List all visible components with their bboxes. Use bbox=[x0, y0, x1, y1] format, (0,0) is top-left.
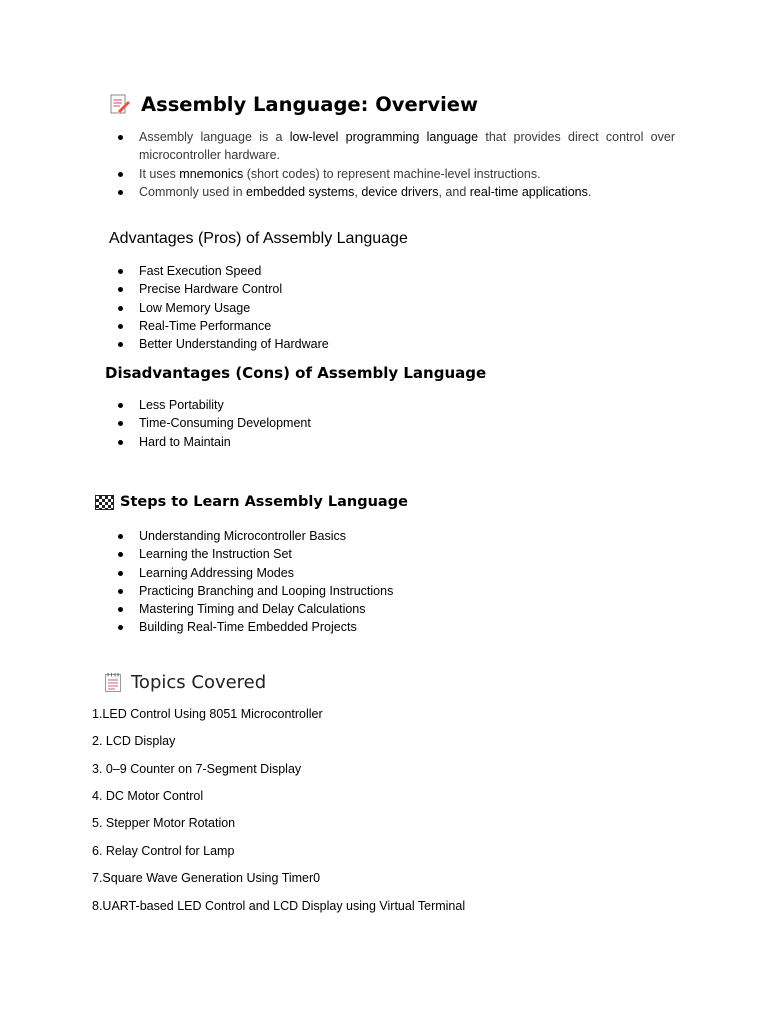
list-item: Understanding Microcontroller Basics bbox=[139, 527, 393, 545]
notepad-icon bbox=[104, 672, 122, 693]
advantages-heading: Advantages (Pros) of Assembly Language bbox=[109, 230, 408, 247]
list-item: Precise Hardware Control bbox=[139, 280, 329, 298]
topic-item: 1.LED Control Using 8051 Microcontroller bbox=[92, 707, 323, 721]
topic-item: 5. Stepper Motor Rotation bbox=[92, 816, 236, 830]
advantages-list bbox=[139, 262, 329, 353]
list-item: Hard to Maintain bbox=[139, 433, 311, 451]
overview-list bbox=[139, 128, 675, 201]
steps-title: Steps to Learn Assembly Language bbox=[120, 494, 408, 510]
steps-list bbox=[139, 527, 393, 637]
checkered-flag-icon bbox=[96, 496, 113, 509]
list-item: Better Understanding of Hardware bbox=[139, 335, 329, 353]
list-item: Learning Addressing Modes bbox=[139, 564, 393, 582]
list-item: Learning the Instruction Set bbox=[139, 545, 393, 563]
list-item: Assembly language is a low-level programming language that provides direct control over microcontroller hardware. bbox=[139, 128, 675, 165]
list-item: Commonly used in embedded systems, device drivers, and real-time applications. bbox=[139, 183, 675, 201]
memo-icon bbox=[108, 92, 132, 116]
list-item: Building Real-Time Embedded Projects bbox=[139, 618, 393, 636]
steps-heading bbox=[96, 494, 408, 510]
list-item: Practicing Branching and Looping Instructions bbox=[139, 582, 393, 600]
list-item: Fast Execution Speed bbox=[139, 262, 329, 280]
disadvantages-list bbox=[139, 396, 311, 451]
page-title: Assembly Language: Overview bbox=[141, 92, 478, 116]
list-item: Time-Consuming Development bbox=[139, 414, 311, 432]
topic-item: 7.Square Wave Generation Using Timer0 bbox=[92, 871, 321, 885]
topic-item: 2. LCD Display bbox=[92, 734, 176, 748]
topic-item: 8.UART-based LED Control and LCD Display using Virtual Terminal bbox=[92, 899, 466, 913]
list-item: Less Portability bbox=[139, 396, 311, 414]
overview-heading bbox=[108, 89, 478, 119]
list-item: It uses mnemonics (short codes) to represent machine-level instructions. bbox=[139, 165, 675, 183]
list-item: Low Memory Usage bbox=[139, 299, 329, 317]
topics-title: Topics Covered bbox=[131, 672, 267, 693]
list-item: Mastering Timing and Delay Calculations bbox=[139, 600, 393, 618]
topic-item: 3. 0–9 Counter on 7-Segment Display bbox=[92, 762, 302, 776]
list-item: Real-Time Performance bbox=[139, 317, 329, 335]
disadvantages-heading: Disadvantages (Cons) of Assembly Language bbox=[105, 364, 487, 382]
topics-heading bbox=[104, 672, 266, 693]
topic-item: 6. Relay Control for Lamp bbox=[92, 844, 235, 858]
topic-item: 4. DC Motor Control bbox=[92, 789, 204, 803]
